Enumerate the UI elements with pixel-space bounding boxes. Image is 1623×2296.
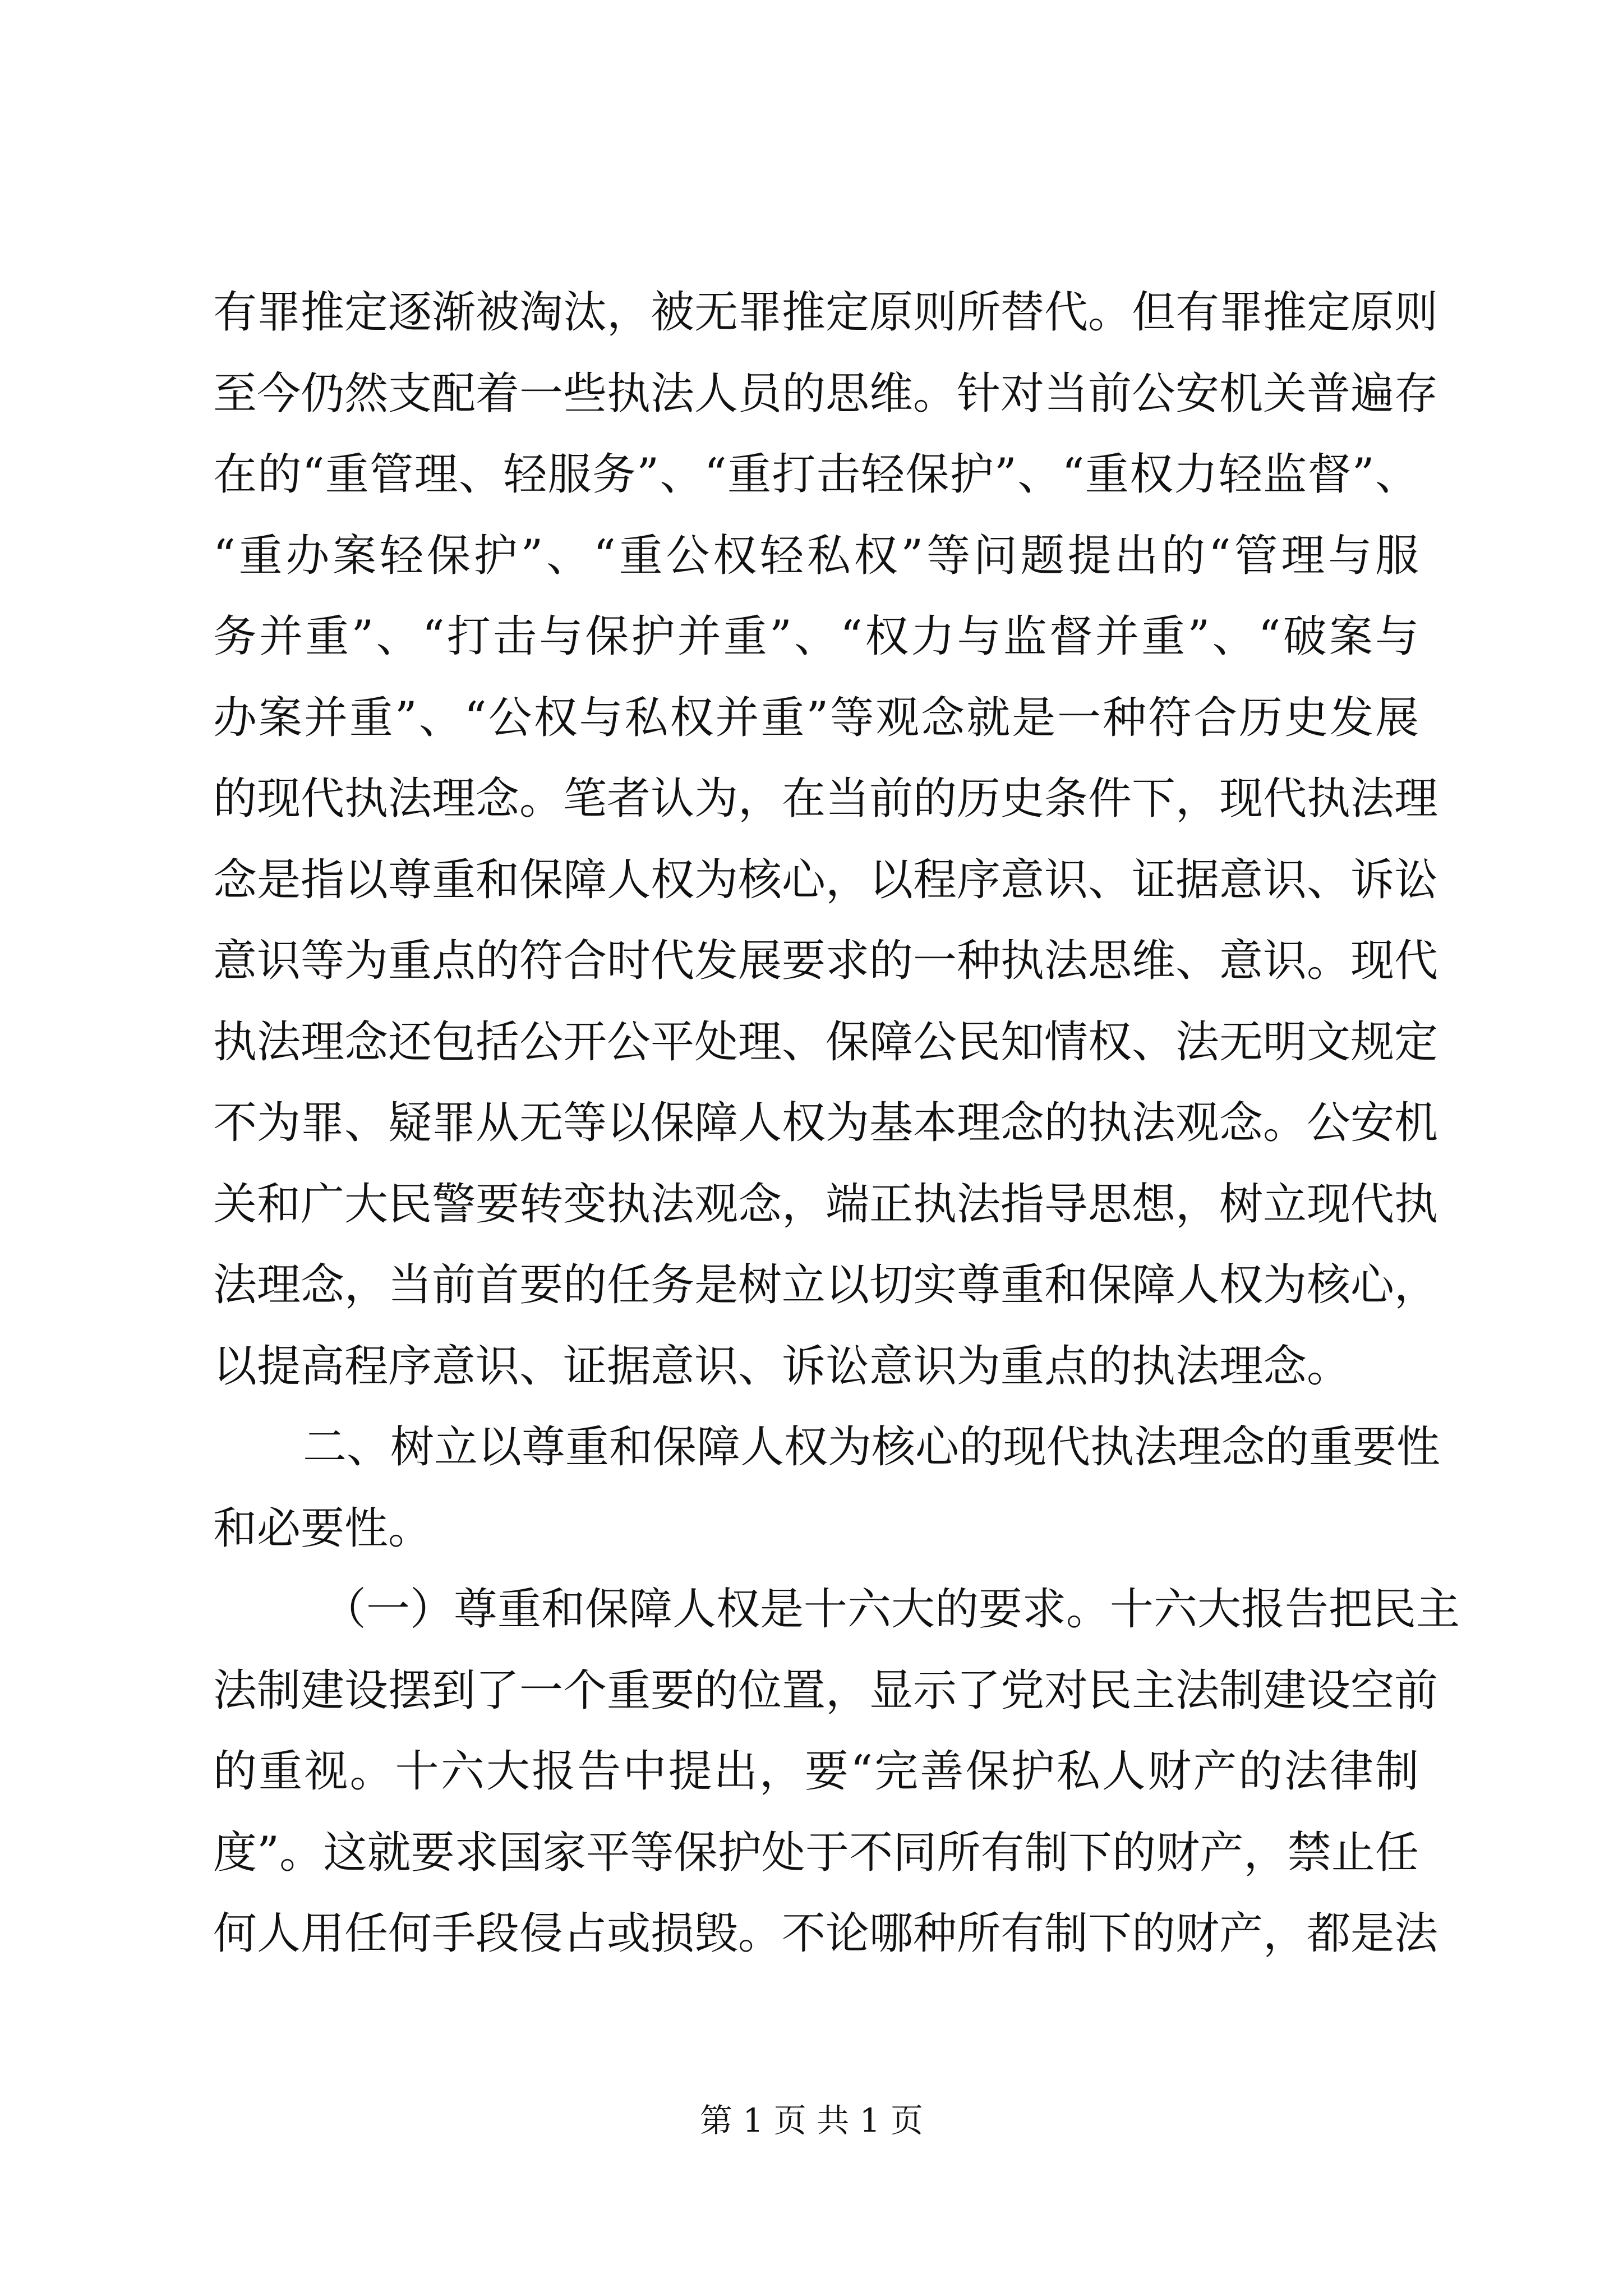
subsection-first-line: （一）尊重和保障人权是十六大的要求。十六大报告把民主 — [322, 1584, 1460, 1635]
body-line: 至今仍然支配着一些执法人员的思维。针对当前公安机关普遍存 — [213, 368, 1438, 419]
body-line: 在的“重管理、轻服务”、“重打击轻保护”、“重权力轻监督”、 — [213, 449, 1419, 500]
page-number-footer: 第 1 页 共 1 页 — [700, 2101, 923, 2139]
body-line: 务并重”、“打击与保护并重”、“权力与监督并重”、“破案与 — [213, 611, 1419, 662]
body-line: 念是指以尊重和保障人权为核心，以程序意识、证据意识、诉讼 — [213, 854, 1438, 905]
body-line: 意识等为重点的符合时代发展要求的一种执法思维、意识。现代 — [213, 936, 1438, 986]
body-line: 以提高程序意识、证据意识、诉讼意识为重点的执法理念。 — [213, 1341, 1351, 1392]
body-line: 法理念，当前首要的任务是树立以切实尊重和保障人权为核心， — [213, 1260, 1438, 1310]
body-line: 的现代执法理念。笔者认为，在当前的历史条件下，现代执法理 — [213, 774, 1438, 824]
body-line: 法制建设摆到了一个重要的位置，显示了党对民主法制建设空前 — [213, 1665, 1438, 1716]
body-line: 办案并重”、“公权与私权并重”等观念就是一种符合历史发展 — [213, 692, 1419, 743]
body-line: 何人用任何手段侵占或损毁。不论哪种所有制下的财产，都是法 — [213, 1908, 1438, 1959]
document-body — [213, 272, 1460, 1975]
body-line: 关和广大民警要转变执法观念，端正执法指导思想，树立现代执 — [213, 1179, 1438, 1230]
body-line: 的重视。十六大报告中提出，要“完善保护私人财产的法律制 — [213, 1746, 1419, 1797]
body-line: “重办案轻保护”、“重公权轻私权”等问题提出的“管理与服 — [213, 530, 1419, 581]
section-heading-line: 二、树立以尊重和保障人权为核心的现代执法理念的重要性 — [303, 1422, 1441, 1473]
section-heading-line: 和必要性。 — [213, 1503, 432, 1554]
body-line: 度”。这就要求国家平等保护处于不同所有制下的财产，禁止任 — [213, 1827, 1419, 1878]
body-line: 执法理念还包括公开公平处理、保障公民知情权、法无明文规定 — [213, 1016, 1438, 1068]
body-line: 有罪推定逐渐被淘汰，被无罪推定原则所替代。但有罪推定原则 — [213, 287, 1438, 338]
body-line: 不为罪、疑罪从无等以保障人权为基本理念的执法观念。公安机 — [213, 1098, 1438, 1148]
